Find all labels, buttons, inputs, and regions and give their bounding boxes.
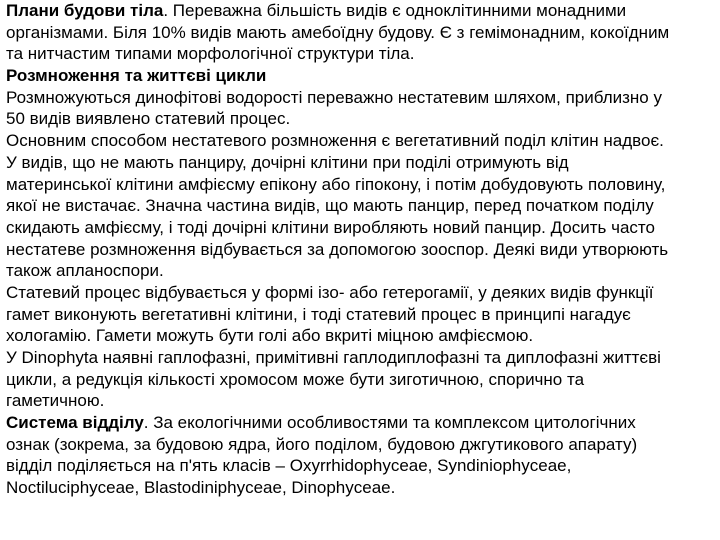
text-line (6, 347, 712, 369)
text-line (6, 455, 712, 477)
line-text: також апланоспори. (6, 261, 164, 281)
text-line (6, 412, 712, 434)
line-text: організмами. Біля 10% видів мають амебоїдну будову. Є з гемімонадним, кокоїдним (6, 22, 670, 42)
line-text: нестатеве розмноження відбувається за допомогою зооспор. Деякі види утворюють (6, 239, 669, 259)
line-text: хологамію. Гамети можуть бути голі або вкриті міцною амфієсмою. (6, 326, 534, 346)
text-line (6, 43, 712, 65)
text-line (6, 65, 712, 87)
text-line (6, 369, 712, 391)
line-text: Статевий процес відбувається у формі ізо- або гетерогамії, у деяких видів функції (6, 282, 654, 302)
line-text: У Dinophyta наявні гаплофазні, примітивні гаплодиплофазні та диплофазні життєві (6, 348, 661, 367)
document-text (6, 0, 712, 499)
text-line (6, 434, 712, 456)
text-line (6, 87, 712, 109)
line-text: 50 видів виявлено статевий процес. (6, 109, 291, 129)
text-line (6, 390, 712, 412)
line-text: гамет виконують вегетативні клітини, і тоді статевий процес в принципі нагадує (6, 304, 631, 324)
line-text: . За екологічними особливостями та комплексом цитологічних (143, 413, 636, 433)
text-line (6, 239, 712, 261)
line-text: гаметичною. (6, 391, 105, 411)
line-text: скидають амфієсму, і тоді дочірні клітини виробляють новий панцир. Досить часто (6, 217, 655, 237)
text-line (6, 22, 712, 44)
line-text: та нитчастим типами морфологічної структури тіла. (6, 44, 415, 64)
text-line (6, 325, 712, 347)
text-line (6, 282, 712, 304)
text-line (6, 108, 712, 130)
section-heading-body-plans: Плани будови тіла (6, 1, 164, 20)
line-text: материнської клітини амфієсму епікону або гіпокону, і потім добудовують половину, (6, 174, 666, 194)
text-line (6, 152, 712, 174)
line-text: . Переважна більшість видів є одноклітинними монадними (163, 1, 627, 20)
text-line (6, 0, 712, 22)
text-line (6, 260, 712, 282)
text-line (6, 195, 712, 217)
text-line (6, 174, 712, 196)
section-heading-reproduction: Розмноження та життєві цикли (6, 66, 267, 86)
line-text: Основним способом нестатевого розмноження є вегетативний поділ клітин надвоє. (6, 131, 664, 151)
line-text: відділ поділяється на п'ять класів – Oxyrrhidophyceae, Syndiniophyceae, (6, 456, 572, 476)
line-text: ознак (зокрема, за будовою ядра, його поділом, будовою джгутикового апарату) (6, 434, 638, 454)
text-line (6, 477, 712, 499)
line-text: Розмножуються динофітові водорості переважно нестатевим шляхом, приблизно у (6, 87, 662, 107)
text-line (6, 217, 712, 239)
line-text: якої не вистачає. Значна частина видів, що мають панцир, перед початком поділу (6, 196, 654, 216)
text-line (6, 130, 712, 152)
line-text: У видів, що не мають панциру, дочірні клітини при поділі отримують від (6, 152, 569, 172)
section-heading-classification: Система відділу (6, 413, 144, 433)
line-text: Noctiluciphyceae, Blastodiniphyceae, Dinophyceae. (6, 478, 396, 498)
line-text: цикли, а редукція кількості хромосом може бути зиготичною, спорично та (6, 369, 585, 389)
text-line (6, 304, 712, 326)
